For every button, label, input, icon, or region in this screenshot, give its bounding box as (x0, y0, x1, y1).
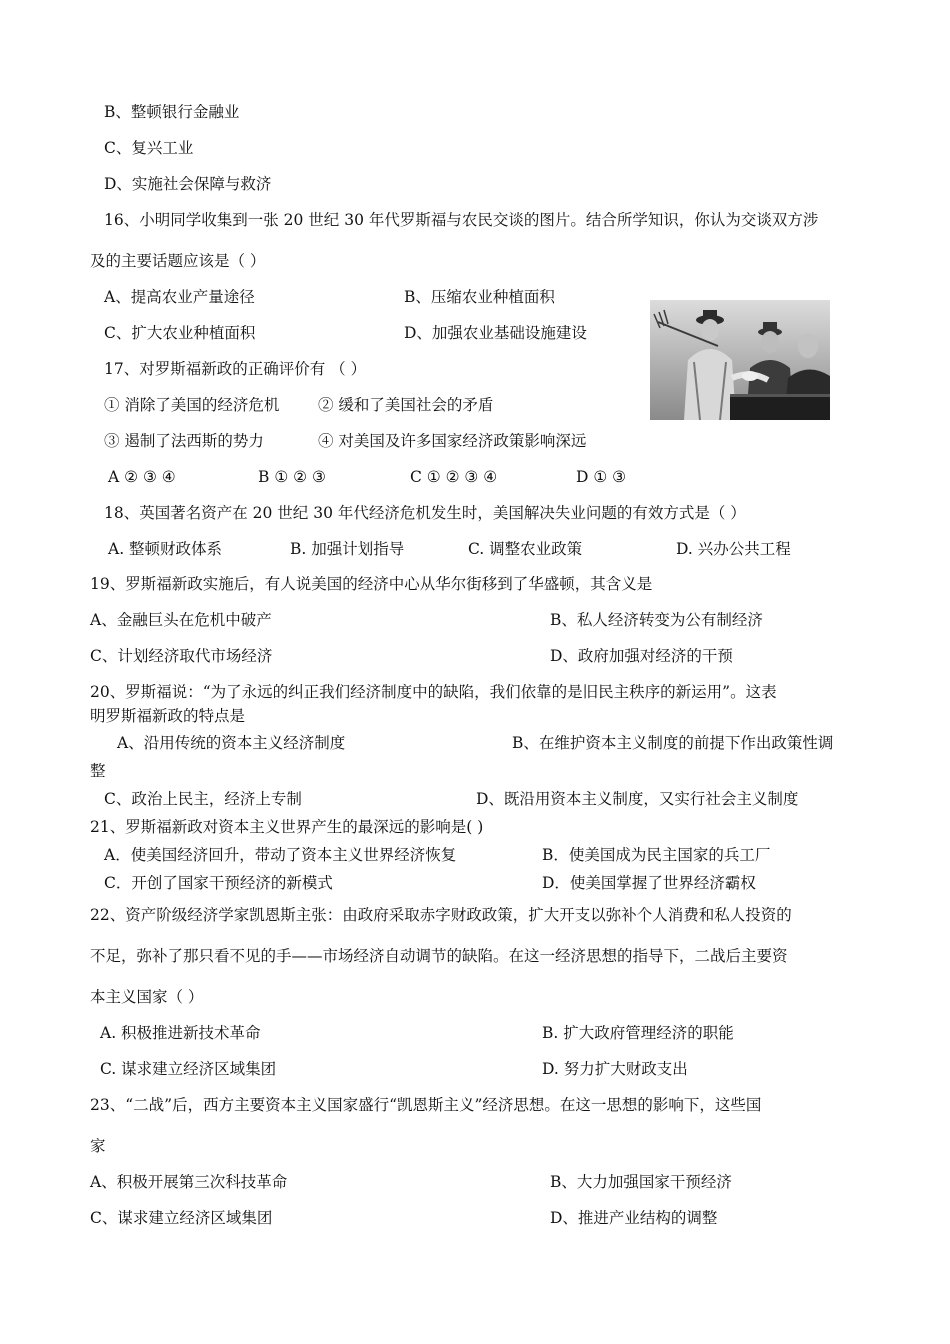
q18-option-c: C. 调整农业政策 (468, 540, 583, 558)
q20-option-d: D、既沿用资本主义制度，又实行社会主义制度 (476, 790, 799, 808)
q21-option-a: A．使美国经济回升，带动了资本主义世界经济恢复 (104, 846, 457, 864)
q16-stem-line-1: 16、小明同学收集到一张 20 世纪 30 年代罗斯福与农民交谈的图片。结合所学知识，你认为交谈双方涉 (104, 211, 819, 229)
q18-option-d: D. 兴办公共工程 (676, 540, 791, 558)
q21-option-d: D．使美国掌握了世界经济霸权 (542, 874, 756, 892)
q22-option-b: B. 扩大政府管理经济的职能 (542, 1024, 734, 1042)
q17-option-a: A ② ③ ④ (108, 468, 176, 486)
q17-option-c: C ① ② ③ ④ (410, 468, 498, 486)
roosevelt-farmers-photo (650, 300, 830, 420)
q16-option-b: B、压缩农业种植面积 (404, 288, 555, 306)
q17-option-d: D ① ③ (576, 468, 627, 486)
q23-option-b: B、大力加强国家干预经济 (550, 1173, 732, 1191)
q17-statement-3: ③ 遏制了法西斯的势力 (104, 432, 264, 450)
q20-option-b-continued: 整 (90, 762, 106, 780)
q20-option-c: C、政治上民主，经济上专制 (104, 790, 302, 808)
q23-stem-line-2: 家 (90, 1137, 106, 1155)
q22-option-c: C. 谋求建立经济区域集团 (100, 1060, 277, 1078)
q22-option-d: D. 努力扩大财政支出 (542, 1060, 688, 1078)
q16-option-a: A、提高农业产量途径 (104, 288, 255, 306)
q18-stem: 18、英国著名资产在 20 世纪 30 年代经济危机发生时，美国解决失业问题的有效方式是（ ） (104, 504, 746, 522)
q20-stem-line-1: 20、罗斯福说：“为了永远的纠正我们经济制度中的缺陷，我们依靠的是旧民主秩序的新运用”。这表 (90, 683, 777, 701)
q17-statement-4: ④ 对美国及许多国家经济政策影响深远 (318, 432, 587, 450)
q22-stem-line-1: 22、资产阶级经济学家凯恩斯主张：由政府采取赤字财政政策，扩大开支以弥补个人消费和私人投资的 (90, 906, 792, 924)
q15-option-b: B、整顿银行金融业 (104, 103, 240, 121)
q17-option-b: B ① ② ③ (258, 468, 326, 486)
q17-stem: 17、对罗斯福新政的正确评价有 （ ） (104, 360, 367, 378)
q21-stem: 21、罗斯福新政对资本主义世界产生的最深远的影响是( ) (90, 818, 484, 836)
q19-stem: 19、罗斯福新政实施后，有人说美国的经济中心从华尔街移到了华盛顿，其含义是 (90, 575, 653, 593)
q22-stem-line-2: 不足，弥补了那只看不见的手——市场经济自动调节的缺陷。在这一经济思想的指导下，二战后主要资 (90, 947, 788, 965)
q16-option-d: D、加强农业基础设施建设 (404, 324, 587, 342)
q19-option-d: D、政府加强对经济的干预 (550, 647, 733, 665)
q16-option-c: C、扩大农业种植面积 (104, 324, 256, 342)
q15-option-d: D、实施社会保障与救济 (104, 175, 272, 193)
q20-option-b: B、在维护资本主义制度的前提下作出政策性调 (512, 734, 834, 752)
q17-statement-2: ② 缓和了美国社会的矛盾 (318, 396, 494, 414)
q19-option-c: C、计划经济取代市场经济 (90, 647, 273, 665)
q22-stem-line-3: 本主义国家（ ） (90, 988, 204, 1006)
q22-option-a: A. 积极推进新技术革命 (100, 1024, 261, 1042)
q23-stem-line-1: 23、“二战”后，西方主要资本主义国家盛行“凯恩斯主义”经济思想。在这一思想的影响下，这些国 (90, 1096, 762, 1114)
q16-stem-line-2: 及的主要话题应该是（ ） (90, 252, 266, 270)
q23-option-c: C、谋求建立经济区域集团 (90, 1209, 273, 1227)
q19-option-a: A、金融巨头在危机中破产 (90, 611, 272, 629)
q18-option-b: B. 加强计划指导 (290, 540, 405, 558)
q21-option-c: C．开创了国家干预经济的新模式 (104, 874, 333, 892)
q19-option-b: B、私人经济转变为公有制经济 (550, 611, 763, 629)
q23-option-a: A、积极开展第三次科技革命 (90, 1173, 288, 1191)
q23-option-d: D、推进产业结构的调整 (550, 1209, 718, 1227)
q20-option-a: A、沿用传统的资本主义经济制度 (117, 734, 346, 752)
q18-option-a: A. 整顿财政体系 (108, 540, 223, 558)
q17-statement-1: ① 消除了美国的经济危机 (104, 396, 280, 414)
q20-stem-line-2: 明罗斯福新政的特点是 (90, 707, 246, 725)
q15-option-c: C、复兴工业 (104, 139, 194, 157)
q21-option-b: B．使美国成为民主国家的兵工厂 (542, 846, 771, 864)
